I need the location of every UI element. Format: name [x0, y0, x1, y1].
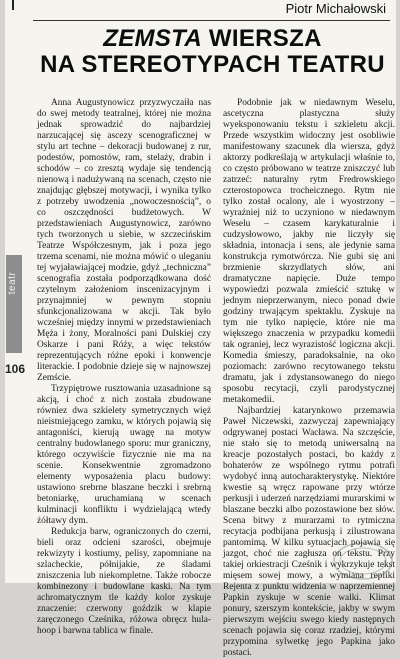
page-number: 106 — [5, 362, 26, 376]
title-emphasis: ZEMSTA — [103, 25, 202, 52]
header-rule — [33, 20, 390, 21]
paragraph: Podobnie jak w niedawnym Weselu, ascetyczna plastyczna służy wyeksponowaniu tekstu i szkieletu akcji. Przede wszystkim widoczny jest osobliwie manifestowany szacunek dla wiersza, gdyż aktorzy podkreślają w artykulacji właśnie to, co często próbowano w teatrze zniszczyć lub zatrzeć: naturalny rytm Fredrowskiego czterostopowca trocheicznego. Rytm nie tylko został ocalony, ale i wyostrzony – wyraźniej niż to uczyniono w niedawnym Weselu – czasem karykaturalnie i cudzysłowowo, jakby nie liczyły się składnia, intonacja i sens, ale jedynie sama konstrukcja rymotwórcza. Nie gubi się ani brzmienie skrzydlatych słów, ani dramatyczne napięcie. Duże tempo wypowiedzi pozwala zmieścić sztukę w jednym nieprzerwanym, nieco ponad dwie godziny trwającym spektaklu. Zyskuje na tym nie tylko napięcie, które nie ma większego znaczenia w przypadku komedii tak ograniej, lecz wyrazistość logiczna akcji. Komedia śmieszy, paradoksalnie, na oko poziomach: zarówno recytowanego tekstu dramatu, jak i zdystansowanego do niego sposobu recytacji, czyli parodystycznej metakomedii. — [223, 98, 395, 405]
paragraph: Trzypiętrowe rusztowania uzasadnione są akcją, i choć z nich została zbudowane równiez dwa szkielety symetrycznych więź nieistniejącego zamku, w których pojawią się antagoniści, kierują uwagę na motyw centralny budowlanego sporu: mur graniczny, którego oczywiście fizycznie nie ma na scenie. Konsekwentnie zgromadzono elementy wyposażenia placu budowy: ustawiono srebrne blaszane beczki i srebrną betoniarkę, uruchamianą w scenach kulminacji konfliktu i wydzielającą wtedy żółtawy dym. — [37, 384, 211, 526]
watermark-stamp — [332, 541, 394, 581]
paragraph: Redukcja barw, ograniczonych do czerni, bieli oraz odcieni szarości, obejmuje rekwizyty i kostiumy, pelisy, zapomniane na szlacheckie, półnijakie, ze śladami zniszczenia lub niekompletne. Także robocze kombinezony i budowlane kaski. Na tym achromatycznym tle każdy kolor zyskuje znaczenie: czerwony goździk w klapie zaręczonego Cześnika, różowa obręcz hula-hoop i barwna tablica w finale. — [37, 527, 211, 636]
paragraph: Anna Augustynowicz przyzwyczaiła nas do swej metody teatralnej, której nie można jednak sprowadzić do najbardziej narzucającej się ascezy scenograficznej w stylu art techne – dekoracji budowanej z rur, podestów, pomostów, ram, stelaży, drabin i schodów – co zresztą wydaje się tendencją nienową i nadużywaną na scenach, często nie znajdując głębszej motywacji, i wynika tylko z potrzeby uwodzenia „nowoczesnością”, o co oszczędności budżetowych. W przedstawieniach Augustynowicz, zarówno tych tworzonych u siebie, w szczecińskim Teatrze Współczesnym, jak i poza jego trzema scenami, nie można mówić o uleganiu tej wyjaławiającej modzie, gdyż „techniczna” scenografia została podporządkowana dość czytelnym założeniom inscenizacyjnym i przynajmniej w pewnym stopniu sfunkcjonalizowana w akcji. Tak było wcześniej między innymi w przedstawieniach Męża i żony, Moralności pani Dulskiej czy Oskarze i pani Róży, a więc tekstów reprezentujących różne epoki i konwencje literackie. I podobnie dzieje się w najnowszej Zemście. — [37, 98, 211, 383]
rail-marker — [12, 0, 14, 10]
section-label: teatr — [7, 271, 18, 295]
title-rest: WIERSZA — [201, 25, 322, 52]
title-line-2: NA STEREOTYPACH TEATRU — [40, 51, 385, 78]
paragraph: Najbardziej katarynkowo przemawia Paweł Niczewski, zazwyczaj zapewniający odgrywanej postaci Wacława. Na szczęście, nie stało się to metodą uniwersalną na kreacje pozostałych postaci, bo każdy z bohaterów ze wspólnego rytmu potrafi wydobyć inną autocharakterystykę. Niektóre kwestie są wręcz rapowane przy wtórze perkusji i uderzeń narzędziami murarskimi w blaszane beczki albo pozostawione bez słów. Scena bitwy z murarzami to rytmiczna recytacja podbijana perkusją i zilustrowana pantomimą. W kilku sytuacjach pojawia się jazgot, choć nie zagłusza on tekstu. Przy takiej orkiestracji Cześnik i wykrzykuje tekst mięsem sowej mowy, a wymiana repliki Rejenta z punktu widzenia w naprzemiennej Papkin zyskuje w scenie walki. Klimat ponury, szerszym kontekście, jakby w swym pierwszym wejściu swego kiedy następnych scenach pojawia się coraz rzadziej, którymi przypomina sylwetkę jego Papkina jako postaci. — [223, 406, 395, 658]
article-title — [35, 26, 390, 78]
article-column-left — [37, 98, 211, 637]
author-name: Piotr Michałowski — [285, 1, 386, 16]
magazine-page — [5, 0, 396, 658]
section-rail — [5, 0, 33, 583]
